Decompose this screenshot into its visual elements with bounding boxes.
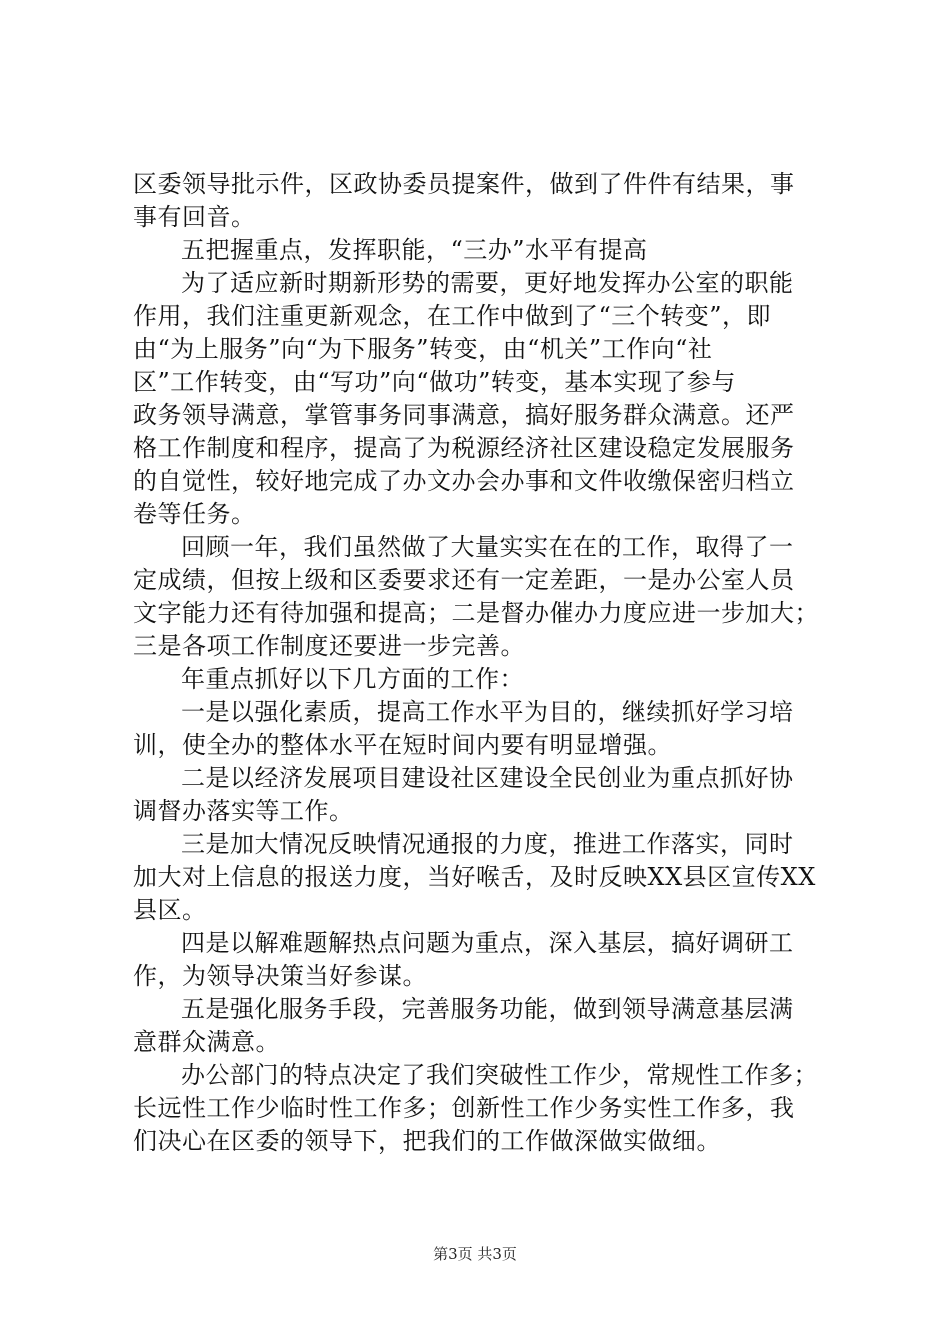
text-line-9: 格工作制度和程序，提高了为税源经济社区建设稳定发展服务: [133, 434, 795, 462]
document-body: [133, 168, 833, 1158]
text-line-28: 办公部门的特点决定了我们突破性工作少，常规性工作多；: [181, 1061, 818, 1089]
text-line-11: 卷等任务。: [133, 500, 256, 528]
text-line-6: 由“为上服务”向“为下服务”转变，由“机关”工作向“社: [133, 335, 713, 363]
page-number-footer: 第3页 共3页: [433, 1245, 517, 1263]
text-line-16: 年重点抓好以下几方面的工作：: [181, 665, 524, 693]
text-line-4: 为了适应新时期新形势的需要，更好地发挥办公室的职能: [181, 269, 794, 297]
text-line-26: 五是强化服务手段，完善服务功能，做到领导满意基层满: [181, 995, 794, 1023]
text-line-10: 的自觉性，较好地完成了办文办会办事和文件收缴保密归档立: [133, 467, 795, 495]
section-heading: 五把握重点，发挥职能，“三办”水平有提高: [181, 236, 648, 264]
text-line-15: 三是各项工作制度还要进一步完善。: [133, 632, 525, 660]
text-line-18: 训，使全办的整体水平在短时间内要有明显增强。: [133, 731, 672, 759]
text-line-23: 县区。: [133, 896, 207, 924]
text-line-8: 政务领导满意，掌管事务同事满意，搞好服务群众满意。还严: [133, 401, 795, 429]
text-line-12: 回顾一年，我们虽然做了大量实实在在的工作，取得了一: [181, 533, 794, 561]
text-line-22: 加大对上信息的报送力度，当好喉舌，及时反映XX县区宣传XX: [133, 863, 816, 891]
text-line-7: 区”工作转变，由“写功”向“做功”转变，基本实现了参与: [133, 368, 736, 396]
text-line-17: 一是以强化素质，提高工作水平为目的，继续抓好学习培: [181, 698, 794, 726]
text-line-13: 定成绩，但按上级和区委要求还有一定差距，一是办公室人员: [133, 566, 795, 594]
text-line-19: 二是以经济发展项目建设社区建设全民创业为重点抓好协: [181, 764, 794, 792]
text-line-25: 作，为领导决策当好参谋。: [133, 962, 427, 990]
text-line-5: 作用，我们注重更新观念，在工作中做到了“三个转变”，即: [133, 302, 772, 330]
text-line-14: 文字能力还有待加强和提高；二是督办催办力度应进一步加大；: [133, 599, 819, 627]
text-line-1: 区委领导批示件，区政协委员提案件，做到了件件有结果，事: [133, 170, 795, 198]
text-line-29: 长远性工作少临时性工作多；创新性工作少务实性工作多，我: [133, 1094, 795, 1122]
text-line-24: 四是以解难题解热点问题为重点，深入基层，搞好调研工: [181, 929, 794, 957]
text-line-2: 事有回音。: [133, 203, 256, 231]
text-line-21: 三是加大情况反映情况通报的力度，推进工作落实，同时: [181, 830, 794, 858]
text-line-27: 意群众满意。: [133, 1028, 280, 1056]
text-line-30: 们决心在区委的领导下，把我们的工作做深做实做细。: [133, 1127, 721, 1155]
text-line-20: 调督办落实等工作。: [133, 797, 354, 825]
